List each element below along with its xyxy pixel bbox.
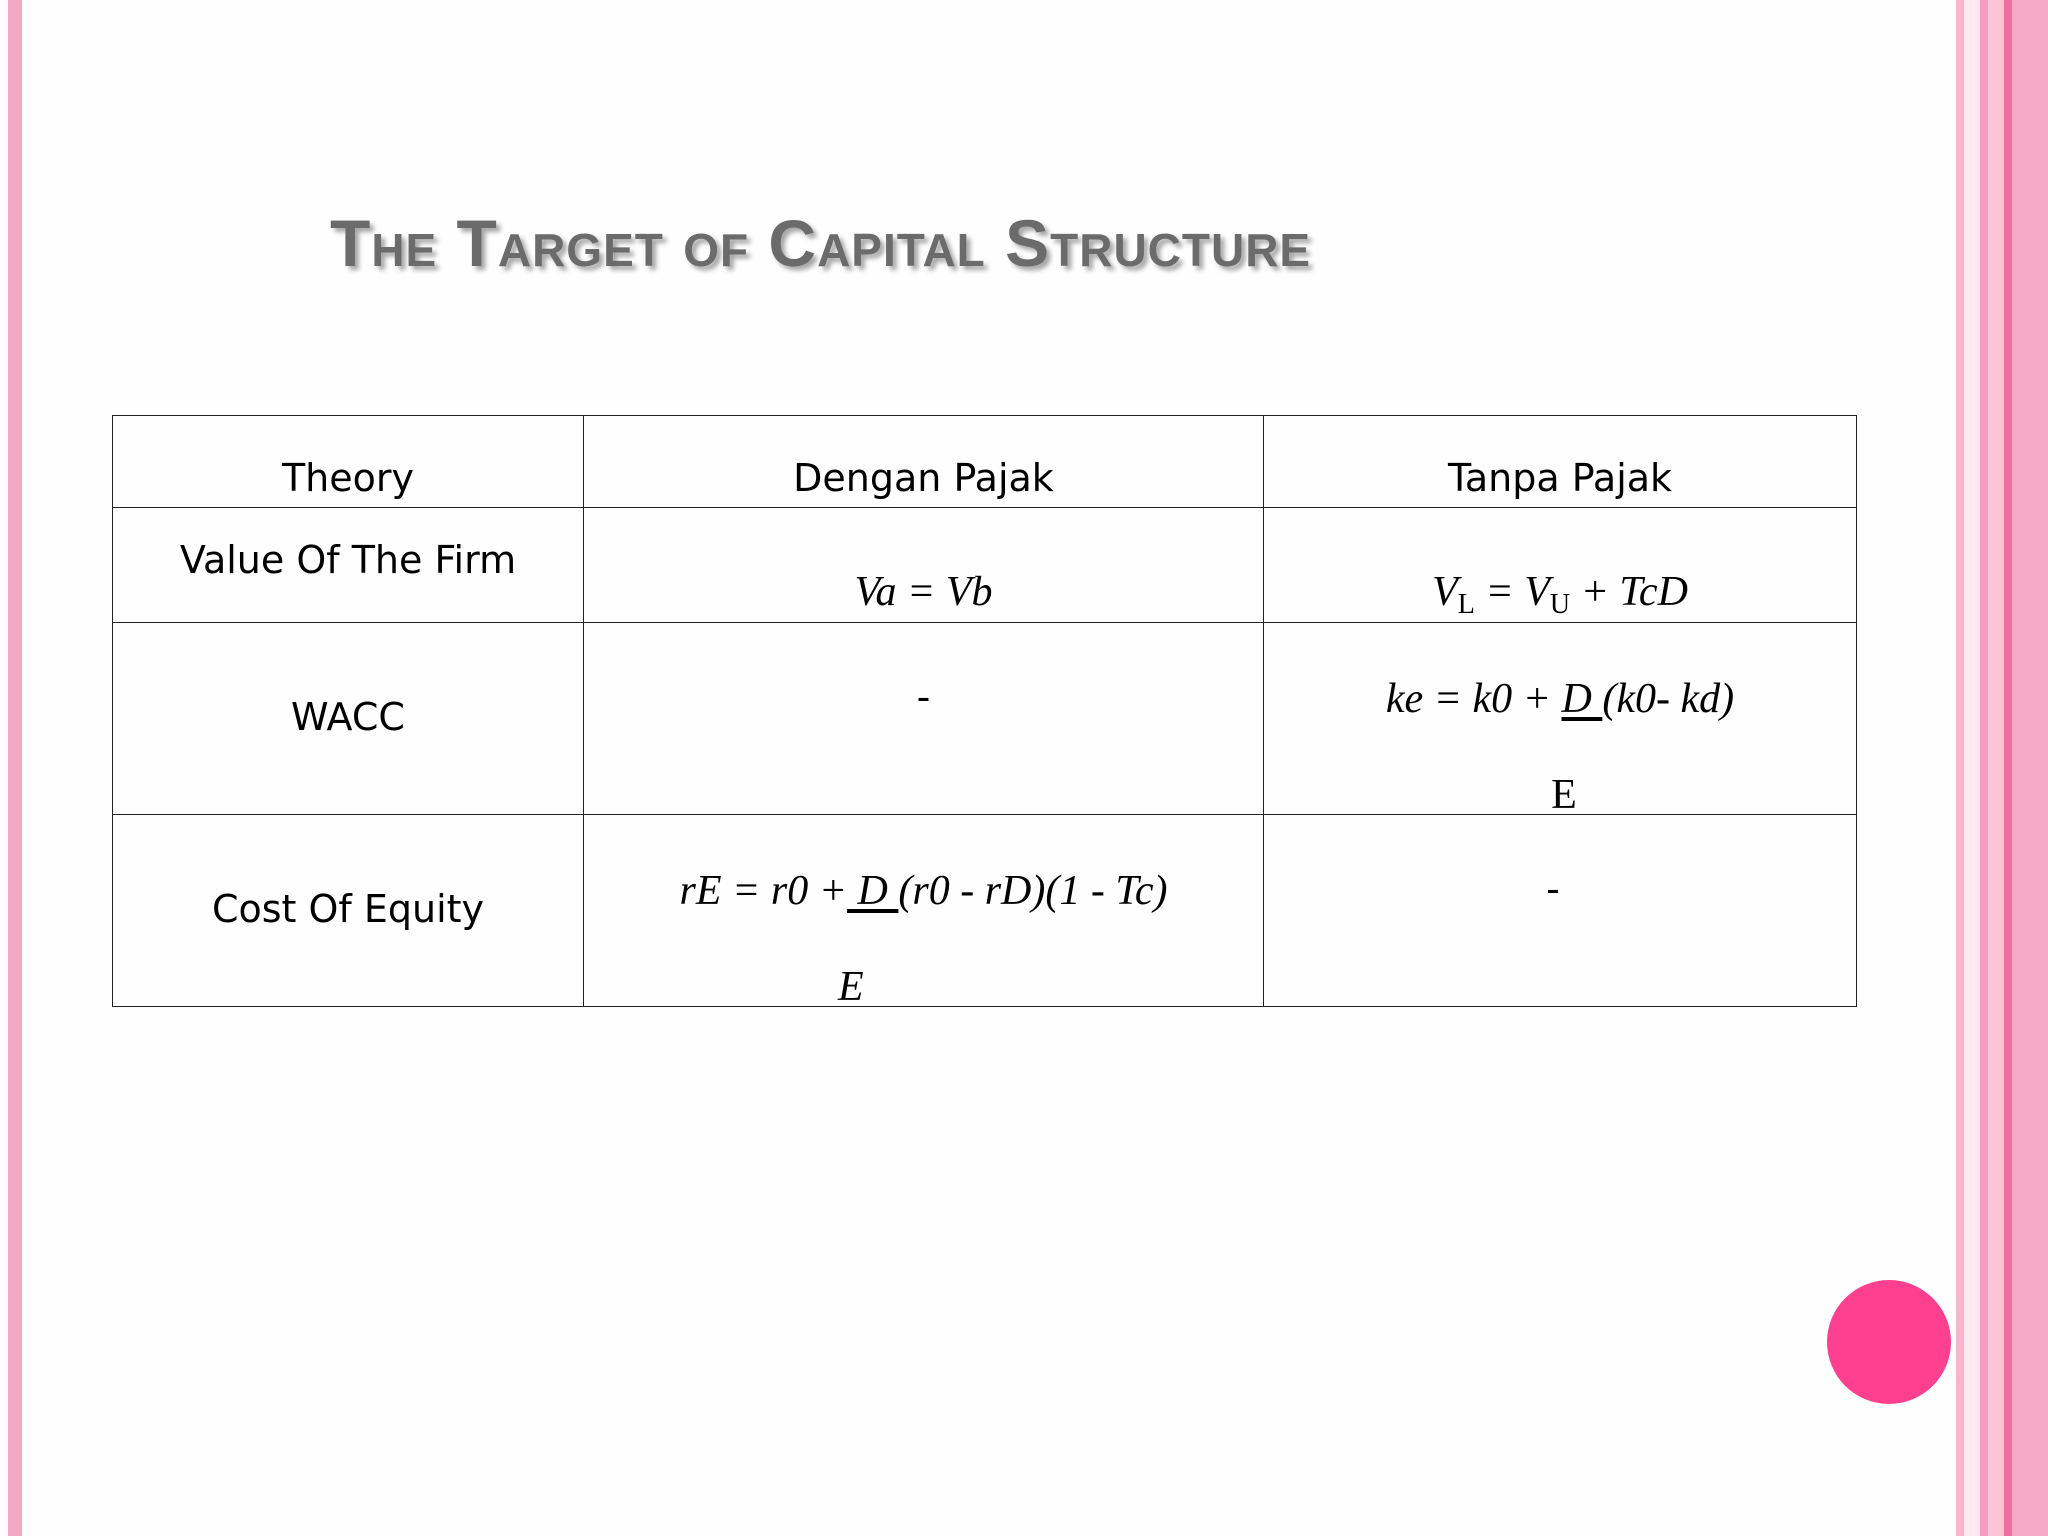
theory-value-of-firm: Value Of The Firm: [179, 538, 517, 582]
dengan-cell: [584, 623, 1264, 815]
right-border-stripe: [1964, 0, 1980, 1536]
tanpa-cell: [1264, 508, 1857, 623]
formula-re: rE = r0 + D (r0 - rD)(1 - Tc): [679, 868, 1168, 914]
table-row: [113, 815, 1857, 1007]
dash-placeholder: -: [1546, 867, 1560, 911]
theory-cell: [113, 623, 584, 815]
tanpa-cell: [1264, 623, 1857, 818]
dengan-cell: [584, 815, 1264, 1010]
theory-table: [112, 415, 1856, 1008]
header-dengan-pajak: [584, 416, 1264, 508]
header-tanpa-pajak: [1264, 416, 1857, 508]
right-border-stripe: [1980, 0, 1988, 1536]
right-border-stripe: [2004, 0, 2012, 1536]
pink-circle-decoration: [1827, 1280, 1951, 1404]
header-theory-label: Theory: [281, 456, 415, 500]
formula-va-vb: Va = Vb: [854, 569, 993, 615]
left-border-stripe: [8, 0, 22, 1536]
tanpa-cell: [1264, 815, 1857, 1007]
theory-cell: [113, 508, 584, 623]
right-border-stripe: [2012, 0, 2048, 1536]
header-theory: [113, 416, 584, 508]
slide-title: The Target of Capital Structure: [330, 206, 1312, 280]
right-border-stripe: [1956, 0, 1964, 1536]
dengan-cell: [584, 508, 1264, 623]
formula-re-denominator: E: [838, 964, 864, 1010]
table-header-row: [113, 416, 1857, 508]
header-tanpa-pajak-label: Tanpa Pajak: [1447, 456, 1673, 500]
right-border-stripe: [1988, 0, 2004, 1536]
dash-placeholder: -: [916, 675, 931, 719]
header-dengan-pajak-label: Dengan Pajak: [793, 456, 1054, 500]
formula-ke-denominator: E: [1551, 772, 1577, 818]
formula-vl-vu-tcd: $V_L = V_U$ + TcD: [1432, 569, 1688, 620]
theory-wacc: WACC: [291, 695, 405, 739]
table-row: [113, 508, 1857, 623]
theory-cell: [113, 815, 584, 1007]
formula-ke: ke = k0 + D (k0- kd): [1385, 676, 1735, 722]
table-row: [113, 623, 1857, 815]
theory-cost-of-equity: Cost Of Equity: [211, 887, 485, 931]
